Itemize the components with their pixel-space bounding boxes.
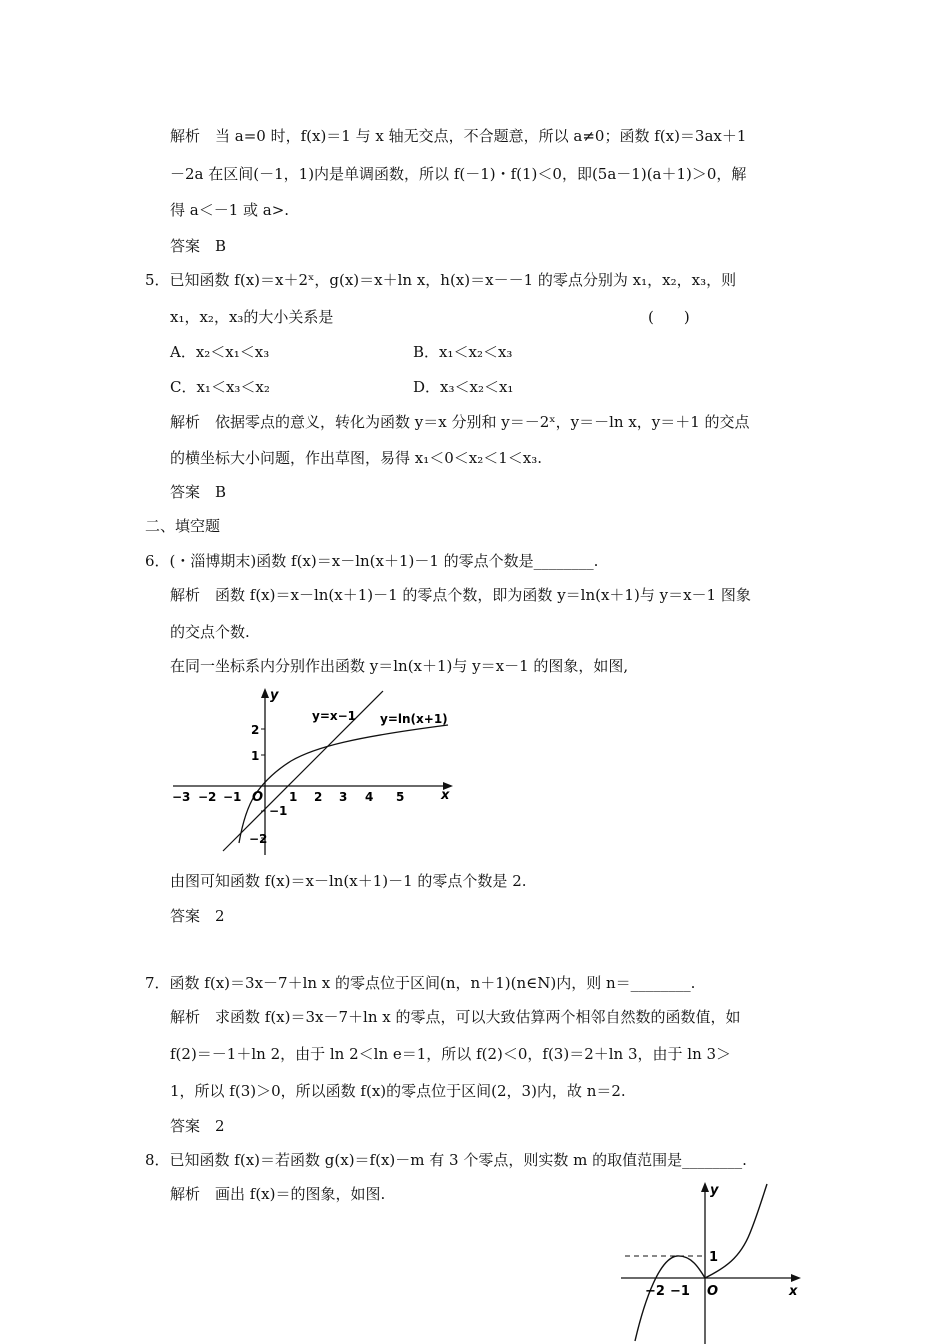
q6-x-axis-label: x bbox=[441, 788, 450, 803]
q6-curve-ln bbox=[239, 725, 448, 843]
q6-x-tick: −3 bbox=[172, 790, 191, 804]
q8-x-axis-label: x bbox=[789, 1284, 798, 1299]
q5-analysis-line: 的横坐标大小问题，作出草图，易得 x₁＜0＜x₂＜1＜x₃. bbox=[170, 449, 543, 467]
q6-label-line: y=x−1 bbox=[312, 709, 357, 723]
q6-x-tick: 4 bbox=[365, 790, 374, 804]
q5-analysis-line: 解析 依据零点的意义，转化为函数 y＝x 分别和 y＝－2ˣ，y＝－ln x，y＝＋1 的交点 bbox=[170, 413, 750, 431]
q6-answer: 答案 2 bbox=[170, 907, 225, 925]
q6-graph bbox=[165, 685, 465, 860]
q4-analysis-line: －2a 在区间(－1，1)内是单调函数，所以 f(－1)・f(1)＜0，即(5a－1)(a＋1)＞0，解 bbox=[170, 165, 747, 183]
q8-x-arrow bbox=[791, 1274, 801, 1282]
q5-option-c: C．x₁＜x₃＜x₂ bbox=[170, 378, 270, 396]
q5-option-d: D．x₃＜x₂＜x₁ bbox=[413, 378, 514, 396]
section-heading: 二、填空题 bbox=[145, 517, 221, 535]
q5-stem: x₁，x₂，x₃的大小关系是 bbox=[170, 308, 334, 326]
q6-x-tick: −1 bbox=[223, 790, 242, 804]
q6-x-tick: 5 bbox=[396, 790, 405, 804]
q8-stem: 8．已知函数 f(x)＝若函数 g(x)＝f(x)－m 有 3 个零点，则实数 m 的取值范围是________. bbox=[145, 1151, 747, 1169]
q8-x-tick: −2 bbox=[645, 1284, 665, 1299]
q6-x-tick: 3 bbox=[339, 790, 348, 804]
q5-stem: 5．已知函数 f(x)＝x＋2ˣ，g(x)＝x＋ln x，h(x)＝x－－1 的零点分别为 x₁，x₂，x₃，则 bbox=[145, 271, 737, 289]
q6-conclusion: 由图可知函数 f(x)＝x－ln(x＋1)－1 的零点个数是 2. bbox=[170, 872, 527, 890]
q6-origin-label: O bbox=[252, 790, 264, 805]
q5-answer-paren: ( ) bbox=[648, 308, 690, 326]
q6-y-axis-label: y bbox=[270, 688, 279, 703]
q6-y-tick: −2 bbox=[249, 832, 268, 846]
q7-analysis-line: f(2)＝－1＋ln 2，由于 ln 2＜ln e＝1，所以 f(2)＜0，f(3)＝2＋ln 3，由于 ln 3＞ bbox=[170, 1045, 732, 1063]
q8-origin-label: O bbox=[707, 1284, 719, 1299]
q8-y-arrow bbox=[701, 1182, 709, 1192]
q4-answer: 答案 B bbox=[170, 237, 227, 255]
q4-analysis-line: 解析 当 a=0 时，f(x)＝1 与 x 轴无交点，不合题意，所以 a≠0；函数 f(x)＝3ax＋1 bbox=[170, 127, 747, 145]
q8-y-axis-label: y bbox=[710, 1183, 719, 1198]
q6-stem: 6．(・淄博期末)函数 f(x)＝x－ln(x＋1)－1 的零点个数是________. bbox=[145, 552, 599, 570]
q5-option-a: A．x₂＜x₁＜x₃ bbox=[170, 343, 270, 361]
q8-y-tick: 1 bbox=[709, 1250, 719, 1265]
q6-y-tick: 1 bbox=[251, 749, 260, 763]
q6-analysis-line: 在同一坐标系内分别作出函数 y＝ln(x＋1)与 y＝x－1 的图象，如图, bbox=[170, 657, 629, 675]
q7-analysis-line: 1，所以 f(3)＞0，所以函数 f(x)的零点位于区间(2，3)内，故 n＝2. bbox=[170, 1082, 626, 1100]
q6-label-log: y=ln(x+1) bbox=[380, 712, 448, 726]
q6-line-y-x-minus-1 bbox=[223, 691, 383, 851]
q6-y-tick: 2 bbox=[251, 723, 260, 737]
q4-analysis-line: 得 a＜－1 或 a>. bbox=[170, 201, 290, 219]
q8-graph bbox=[615, 1178, 815, 1344]
q6-y-arrow bbox=[261, 688, 269, 698]
q8-x-tick: −1 bbox=[670, 1284, 690, 1299]
q6-x-tick: −2 bbox=[198, 790, 217, 804]
q6-x-tick: 1 bbox=[289, 790, 298, 804]
q7-stem: 7．函数 f(x)＝3x－7＋ln x 的零点位于区间(n，n＋1)(n∈N)内，则 n＝________. bbox=[145, 974, 696, 992]
q7-analysis-line: 解析 求函数 f(x)＝3x－7＋ln x 的零点，可以大致估算两个相邻自然数的函数值，如 bbox=[170, 1008, 741, 1026]
q5-option-b: B．x₁＜x₂＜x₃ bbox=[413, 343, 513, 361]
q7-answer: 答案 2 bbox=[170, 1117, 225, 1135]
q8-analysis: 解析 画出 f(x)＝的图象，如图. bbox=[170, 1185, 386, 1203]
q6-x-tick: 2 bbox=[314, 790, 323, 804]
q6-analysis-line: 解析 函数 f(x)＝x－ln(x＋1)－1 的零点个数，即为函数 y＝ln(x＋1)与 y＝x－1 图象 bbox=[170, 586, 751, 604]
q5-answer: 答案 B bbox=[170, 483, 227, 501]
q6-y-tick: −1 bbox=[269, 804, 288, 818]
q6-analysis-line: 的交点个数. bbox=[170, 623, 250, 641]
